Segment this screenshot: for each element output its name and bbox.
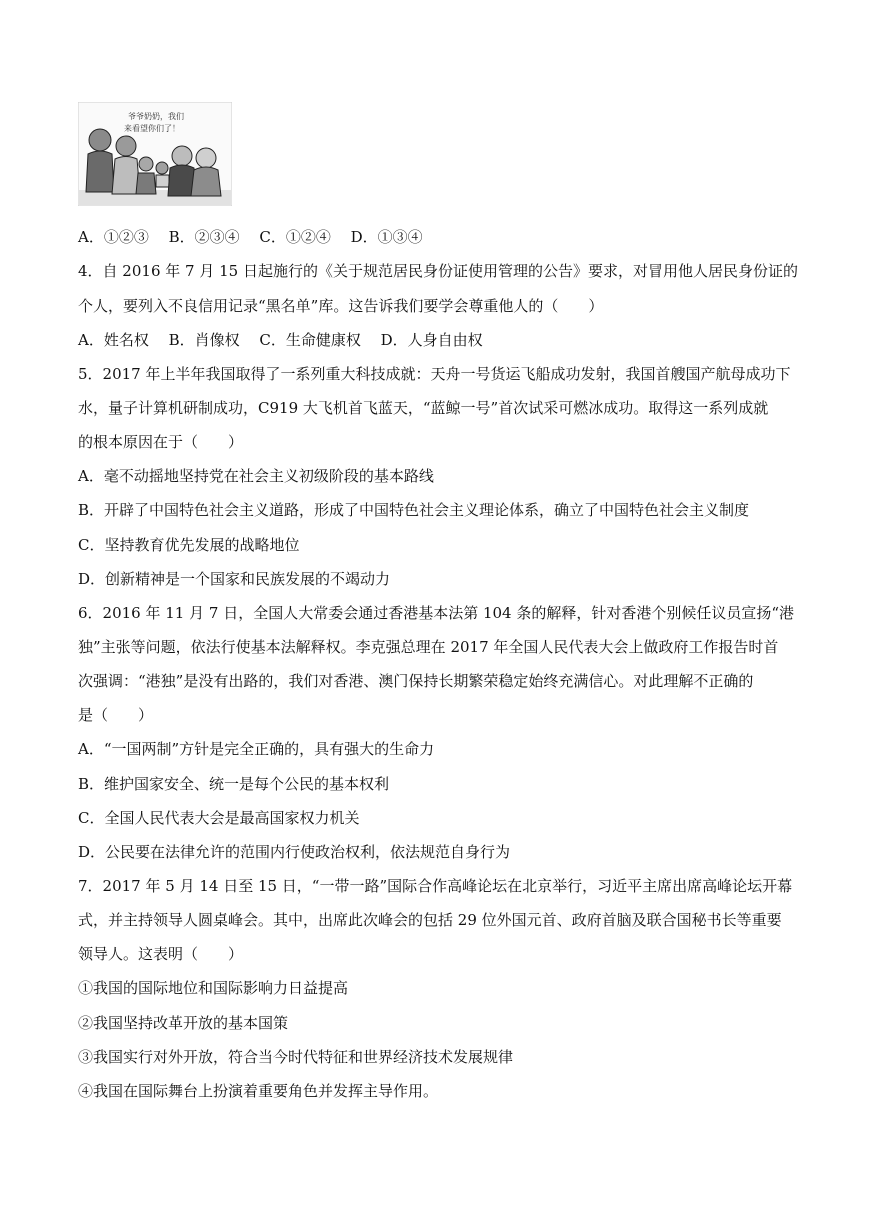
- family-visit-illustration: [78, 102, 232, 206]
- q7-item-1: ①我国的国际地位和国际影响力日益提高: [78, 979, 349, 997]
- q7-item-3: ③我国实行对外开放，符合当今时代特征和世界经济技术发展规律: [78, 1048, 514, 1066]
- q7-stem-line1: 7．2017 年 5 月 14 日至 15 日，“一带一路”国际合作高峰论坛在北京举行，习近平主席出席高峰论坛开幕: [78, 877, 793, 895]
- q6-stem-line4: 是（ ）: [78, 706, 154, 724]
- q7-item-4: ④我国在国际舞台上扮演着重要角色并发挥主导作用。: [78, 1082, 439, 1100]
- q6-option-b: B．维护国家安全、统一是每个公民的基本权利: [78, 775, 390, 793]
- q6-stem-line1: 6．2016 年 11 月 7 日，全国人大常委会通过香港基本法第 104 条的解释，针对香港个别候任议员宣扬“港: [78, 604, 795, 622]
- q5-stem-line2: 水，量子计算机研制成功，C919 大飞机首飞蓝天，“蓝鲸一号”首次试采可燃冰成功。取得这一系列成就: [78, 399, 769, 417]
- illustration-caption-line1: 爷爷奶奶，我们: [128, 112, 184, 121]
- q4-options: A．姓名权 B．肖像权 C．生命健康权 D．人身自由权: [78, 331, 483, 349]
- illustration-caption-line2: 来看望你们了！: [124, 124, 180, 133]
- q6-stem-line3: 次强调：“港独”是没有出路的，我们对香港、澳门保持长期繁荣稳定始终充满信心。对此理解不正确的: [78, 672, 754, 690]
- q5-stem-line1: 5．2017 年上半年我国取得了一系列重大科技成就：天舟一号货运飞船成功发射，我国首艘国产航母成功下: [78, 365, 791, 383]
- q6-option-d: D．公民要在法律允许的范围内行使政治权利，依法规范自身行为: [78, 843, 511, 861]
- q4-stem-line1: 4．自 2016 年 7 月 15 日起施行的《关于规范居民身份证使用管理的公告》要求，对冒用他人居民身份证的: [78, 262, 798, 280]
- q6-option-c: C．全国人民代表大会是最高国家权力机关: [78, 809, 360, 827]
- q5-stem-line3: 的根本原因在于（ ）: [78, 433, 244, 451]
- q5-option-b: B．开辟了中国特色社会主义道路，形成了中国特色社会主义理论体系，确立了中国特色社会主义制度: [78, 501, 750, 519]
- q4-stem-line2: 个人，要列入不良信用记录“黑名单”库。这告诉我们要学会尊重他人的（ ）: [78, 297, 604, 315]
- q5-option-d: D．创新精神是一个国家和民族发展的不竭动力: [78, 570, 391, 588]
- q6-option-a: A．“一国两制”方针是完全正确的，具有强大的生命力: [78, 740, 435, 758]
- q7-stem-line2: 式，并主持领导人圆桌峰会。其中，出席此次峰会的包括 29 位外国元首、政府首脑及联合国秘书长等重要: [78, 911, 782, 929]
- q3-options: A．①②③ B．②③④ C．①②④ D．①③④: [78, 228, 423, 246]
- q5-option-a: A．毫不动摇地坚持党在社会主义初级阶段的基本路线: [78, 467, 434, 485]
- q5-option-c: C．坚持教育优先发展的战略地位: [78, 536, 300, 554]
- q6-stem-line2: 独”主张等问题，依法行使基本法解释权。李克强总理在 2017 年全国人民代表大会上做政府工作报告时首: [78, 638, 779, 656]
- q7-stem-line3: 领导人。这表明（ ）: [78, 945, 244, 963]
- q7-item-2: ②我国坚持改革开放的基本国策: [78, 1014, 289, 1032]
